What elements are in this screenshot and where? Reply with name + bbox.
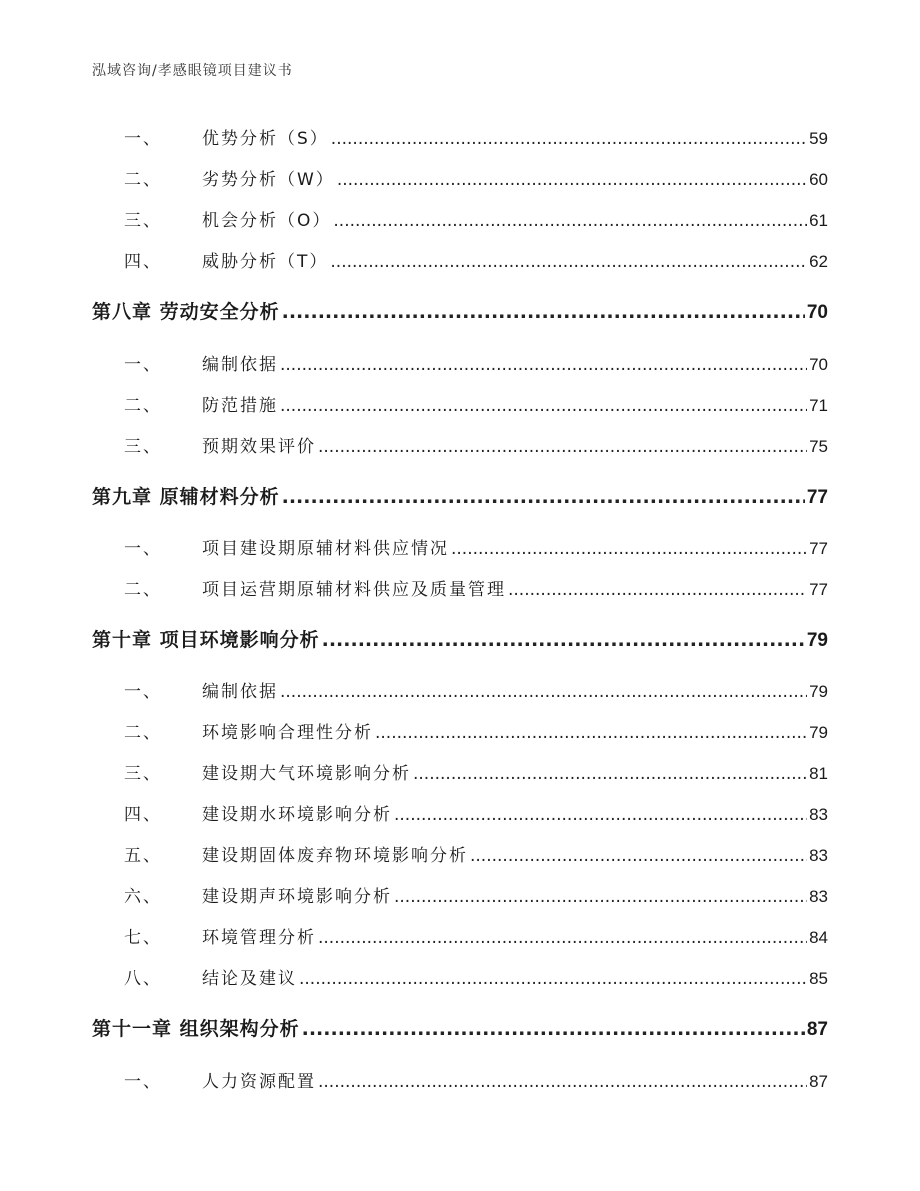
dot-leader <box>337 170 807 190</box>
toc-entry-title: 项目建设期原辅材料供应情况 <box>202 539 449 559</box>
toc-entry-number: 三、 <box>124 211 162 231</box>
toc-entry-text <box>92 882 392 907</box>
toc-chapter-entry[interactable] <box>92 482 828 509</box>
toc-entry-number: 一、 <box>124 1072 162 1092</box>
toc-entry-number: 四、 <box>124 805 162 825</box>
toc-entry-text <box>92 206 331 231</box>
toc-entry-title: 人力资源配置 <box>202 1072 316 1092</box>
toc-entry-title: 环境管理分析 <box>202 928 316 948</box>
dot-leader <box>280 355 807 375</box>
dot-leader <box>318 1072 807 1092</box>
toc-section-entry[interactable] <box>92 391 828 416</box>
toc-page-number: 81 <box>809 764 828 783</box>
toc-entry-number: 一、 <box>124 355 162 375</box>
toc-section-entry[interactable] <box>92 206 828 231</box>
toc-entry-number: 三、 <box>124 764 162 784</box>
toc-entry-title: 第八章 劳动安全分析 <box>92 301 280 323</box>
toc-page-number: 75 <box>809 437 828 456</box>
toc-entry-text <box>92 923 316 948</box>
running-header: 泓域咨询/孝感眼镜项目建议书 <box>92 63 293 79</box>
toc-section-entry[interactable] <box>92 718 828 743</box>
toc-page-number: 87 <box>806 1019 828 1040</box>
toc-page-number: 77 <box>809 580 828 599</box>
dot-leader <box>413 764 807 784</box>
toc-entry-number: 六、 <box>124 887 162 907</box>
toc-entry-number: 二、 <box>124 723 162 743</box>
toc-entry-text <box>92 165 335 190</box>
toc-entry-title: 建设期水环境影响分析 <box>202 805 392 825</box>
toc-entry-text <box>92 432 316 457</box>
toc-entry-title: 机会分析（O） <box>202 211 332 231</box>
dot-leader <box>333 211 807 231</box>
toc-entry-number: 二、 <box>124 170 162 190</box>
dot-leader <box>322 629 805 651</box>
toc-page-number: 59 <box>809 129 828 148</box>
toc-entry-title: 劣势分析（W） <box>202 170 335 190</box>
dot-leader <box>299 969 807 989</box>
toc-page-number: 79 <box>809 723 828 742</box>
toc-entry-text <box>92 534 449 559</box>
toc-page-number: 77 <box>806 487 828 508</box>
toc-page-number: 79 <box>806 630 828 651</box>
toc-page-number: 83 <box>809 846 828 865</box>
toc-section-entry[interactable] <box>92 759 828 784</box>
toc-entry-title: 优势分析（S） <box>202 129 329 149</box>
dot-leader <box>280 682 807 702</box>
dot-leader <box>470 846 807 866</box>
toc-entry-number: 五、 <box>124 846 162 866</box>
toc-page-number: 83 <box>809 887 828 906</box>
dot-leader <box>318 437 807 457</box>
toc-entry-title: 建设期固体废弃物环境影响分析 <box>202 846 468 866</box>
toc-entry-number: 一、 <box>124 682 162 702</box>
toc-entry-title: 第十章 项目环境影响分析 <box>92 629 320 651</box>
toc-entry-title: 预期效果评价 <box>202 437 316 457</box>
toc-page-number: 85 <box>809 969 828 988</box>
toc-section-entry[interactable] <box>92 165 828 190</box>
toc-entry-text <box>92 964 297 989</box>
toc-entry-number: 二、 <box>124 396 162 416</box>
toc-section-entry[interactable] <box>92 923 828 948</box>
toc-entry-title: 第九章 原辅材料分析 <box>92 486 280 508</box>
toc-entry-title: 结论及建议 <box>202 969 297 989</box>
toc-section-entry[interactable] <box>92 534 828 559</box>
toc-chapter-entry[interactable] <box>92 625 828 652</box>
toc-page-number: 87 <box>809 1072 828 1091</box>
toc-page-number: 84 <box>809 928 828 947</box>
toc-entry-text <box>92 1014 300 1041</box>
toc-entry-number: 八、 <box>124 969 162 989</box>
toc-chapter-entry[interactable] <box>92 1014 828 1041</box>
toc-entry-title: 编制依据 <box>202 355 278 375</box>
dot-leader <box>394 887 807 907</box>
toc-section-entry[interactable] <box>92 247 828 272</box>
toc-entry-number: 三、 <box>124 437 162 457</box>
toc-page-number: 79 <box>809 682 828 701</box>
toc-entry-number: 一、 <box>124 539 162 559</box>
dot-leader <box>508 580 807 600</box>
toc-entry-title: 防范措施 <box>202 396 278 416</box>
toc-entry-number: 四、 <box>124 252 162 272</box>
toc-page-number: 60 <box>809 170 828 189</box>
toc-entry-title: 建设期大气环境影响分析 <box>202 764 411 784</box>
toc-page-number: 62 <box>809 252 828 271</box>
toc-page-number: 71 <box>809 396 828 415</box>
toc-entry-number: 二、 <box>124 580 162 600</box>
toc-entry-text <box>92 575 506 600</box>
toc-entry-text <box>92 297 280 324</box>
toc-page-number: 83 <box>809 805 828 824</box>
dot-leader <box>282 486 805 508</box>
toc-entry-text <box>92 718 373 743</box>
toc-entry-title: 编制依据 <box>202 682 278 702</box>
toc-entry-title: 建设期声环境影响分析 <box>202 887 392 907</box>
dot-leader <box>280 396 807 416</box>
toc-entry-text <box>92 625 320 652</box>
toc-entry-number: 七、 <box>124 928 162 948</box>
toc-chapter-entry[interactable] <box>92 297 828 324</box>
toc-section-entry[interactable] <box>92 841 828 866</box>
toc-entry-text <box>92 124 329 149</box>
toc-entry-number: 一、 <box>124 129 162 149</box>
toc-section-entry[interactable] <box>92 350 828 375</box>
toc-section-entry[interactable] <box>92 964 828 989</box>
toc-entry-text <box>92 391 278 416</box>
dot-leader <box>394 805 807 825</box>
toc-entry-title: 项目运营期原辅材料供应及质量管理 <box>202 580 506 600</box>
toc-section-entry[interactable] <box>92 882 828 907</box>
toc-section-entry[interactable] <box>92 124 828 149</box>
toc-entry-text <box>92 800 392 825</box>
toc-entry-title: 环境影响合理性分析 <box>202 723 373 743</box>
dot-leader <box>318 928 807 948</box>
toc-entry-text <box>92 677 278 702</box>
toc-section-entry[interactable] <box>92 575 828 600</box>
toc-entry-text <box>92 247 328 272</box>
toc-page-number: 70 <box>809 355 828 374</box>
toc-entry-text <box>92 841 468 866</box>
dot-leader <box>451 539 807 559</box>
toc-entry-text <box>92 482 280 509</box>
toc-entry-title: 第十一章 组织架构分析 <box>92 1018 300 1040</box>
toc-page-number: 77 <box>809 539 828 558</box>
toc-section-entry[interactable] <box>92 800 828 825</box>
toc-page-number: 70 <box>806 302 828 323</box>
dot-leader <box>375 723 807 743</box>
toc-page-number: 61 <box>809 211 828 230</box>
dot-leader <box>331 129 807 149</box>
toc-entry-text <box>92 1067 316 1092</box>
toc-entry-text <box>92 759 411 784</box>
toc-entry-text <box>92 350 278 375</box>
toc-section-entry[interactable] <box>92 432 828 457</box>
toc-section-entry[interactable] <box>92 1067 828 1092</box>
dot-leader <box>302 1018 805 1040</box>
toc-section-entry[interactable] <box>92 677 828 702</box>
dot-leader <box>282 301 805 323</box>
dot-leader <box>330 252 807 272</box>
toc-entry-title: 威胁分析（T） <box>202 252 329 272</box>
